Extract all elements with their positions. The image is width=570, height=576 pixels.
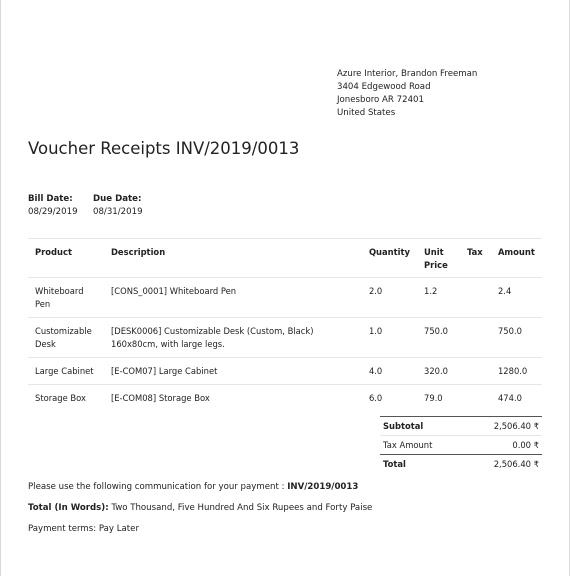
invoice-lines-table bbox=[28, 238, 542, 411]
cell-description: [E-COM07] Large Cabinet bbox=[104, 358, 362, 385]
communication-text: Please use the following communication for your payment : bbox=[28, 482, 288, 492]
cell-unit-price: 320.0 bbox=[417, 358, 460, 385]
communication-reference: INV/2019/0013 bbox=[287, 482, 359, 492]
cell-product: Large Cabinet bbox=[28, 358, 104, 385]
cell-amount: 2.4 bbox=[491, 278, 542, 318]
total-row bbox=[380, 455, 542, 474]
tax-amount-value: 0.00 ₹ bbox=[464, 436, 542, 455]
cell-quantity: 1.0 bbox=[362, 318, 417, 358]
bill-date bbox=[28, 193, 78, 219]
col-header-unit-price: Unit Price bbox=[417, 239, 460, 278]
cell-product: Storage Box bbox=[35, 393, 86, 403]
totals-table bbox=[380, 416, 542, 473]
total-value: 2,506.40 ₹ bbox=[464, 455, 542, 474]
subtotal-value: 2,506.40 ₹ bbox=[464, 417, 542, 436]
payment-communication bbox=[28, 481, 358, 493]
tax-amount-label: Tax Amount bbox=[380, 436, 464, 455]
col-header-description: Description bbox=[104, 239, 362, 278]
cell-unit-price: 750.0 bbox=[417, 318, 460, 358]
cell-description: [DESK0006] Customizable Desk (Custom, Black) 160x80cm, with large legs. bbox=[104, 318, 362, 358]
bill-date-label: Bill Date: bbox=[28, 194, 73, 204]
cell-tax bbox=[460, 358, 491, 385]
col-header-product: Product bbox=[28, 239, 104, 278]
payment-terms: Payment terms: Pay Later bbox=[28, 524, 139, 534]
bill-date-value: 08/29/2019 bbox=[28, 207, 78, 217]
cell-quantity: 4.0 bbox=[362, 358, 417, 385]
cell-unit-price: 1.2 bbox=[417, 278, 460, 318]
due-date bbox=[93, 193, 143, 219]
cell-product: Whiteboard Pen bbox=[28, 278, 104, 318]
cell-tax bbox=[460, 278, 491, 318]
col-header-tax: Tax bbox=[460, 239, 491, 278]
table-row bbox=[28, 358, 542, 385]
address-line-1: Azure Interior, Brandon Freeman bbox=[337, 69, 478, 79]
cell-description: [E-COM08] Storage Box bbox=[110, 393, 210, 403]
cell-unit-price: 79.0 bbox=[423, 393, 443, 403]
cell-quantity: 6.0 bbox=[368, 393, 383, 403]
table-header-row bbox=[28, 239, 542, 278]
total-label: Total bbox=[380, 455, 464, 474]
address-line-2: 3404 Edgewood Road bbox=[337, 82, 431, 92]
subtotal-label: Subtotal bbox=[380, 417, 464, 436]
cell-quantity: 2.0 bbox=[362, 278, 417, 318]
cell-tax bbox=[460, 385, 491, 412]
table-row bbox=[28, 318, 542, 358]
cell-amount: 474.0 bbox=[497, 393, 522, 403]
total-in-words-value: Two Thousand, Five Hundred And Six Rupees and Forty Paise bbox=[108, 503, 373, 513]
cell-amount: 750.0 bbox=[491, 318, 542, 358]
document-title: Voucher Receipts INV/2019/0013 bbox=[28, 139, 300, 158]
table-row bbox=[28, 278, 542, 318]
cell-description: [CONS_0001] Whiteboard Pen bbox=[104, 278, 362, 318]
subtotal-row bbox=[380, 417, 542, 436]
cell-amount: 1280.0 bbox=[491, 358, 542, 385]
col-header-amount: Amount bbox=[491, 239, 542, 278]
cell-tax bbox=[460, 318, 491, 358]
col-header-quantity: Quantity bbox=[362, 239, 417, 278]
due-date-value: 08/31/2019 bbox=[93, 207, 143, 217]
table-row bbox=[28, 385, 542, 412]
tax-amount-row bbox=[380, 436, 542, 455]
customer-address bbox=[337, 68, 477, 120]
address-line-4: United States bbox=[337, 108, 396, 118]
cell-product: Customizable Desk bbox=[28, 318, 104, 358]
due-date-label: Due Date: bbox=[93, 194, 142, 204]
address-line-3: Jonesboro AR 72401 bbox=[337, 95, 424, 105]
total-in-words-label: Total (In Words): bbox=[28, 503, 109, 513]
total-in-words bbox=[28, 502, 372, 514]
